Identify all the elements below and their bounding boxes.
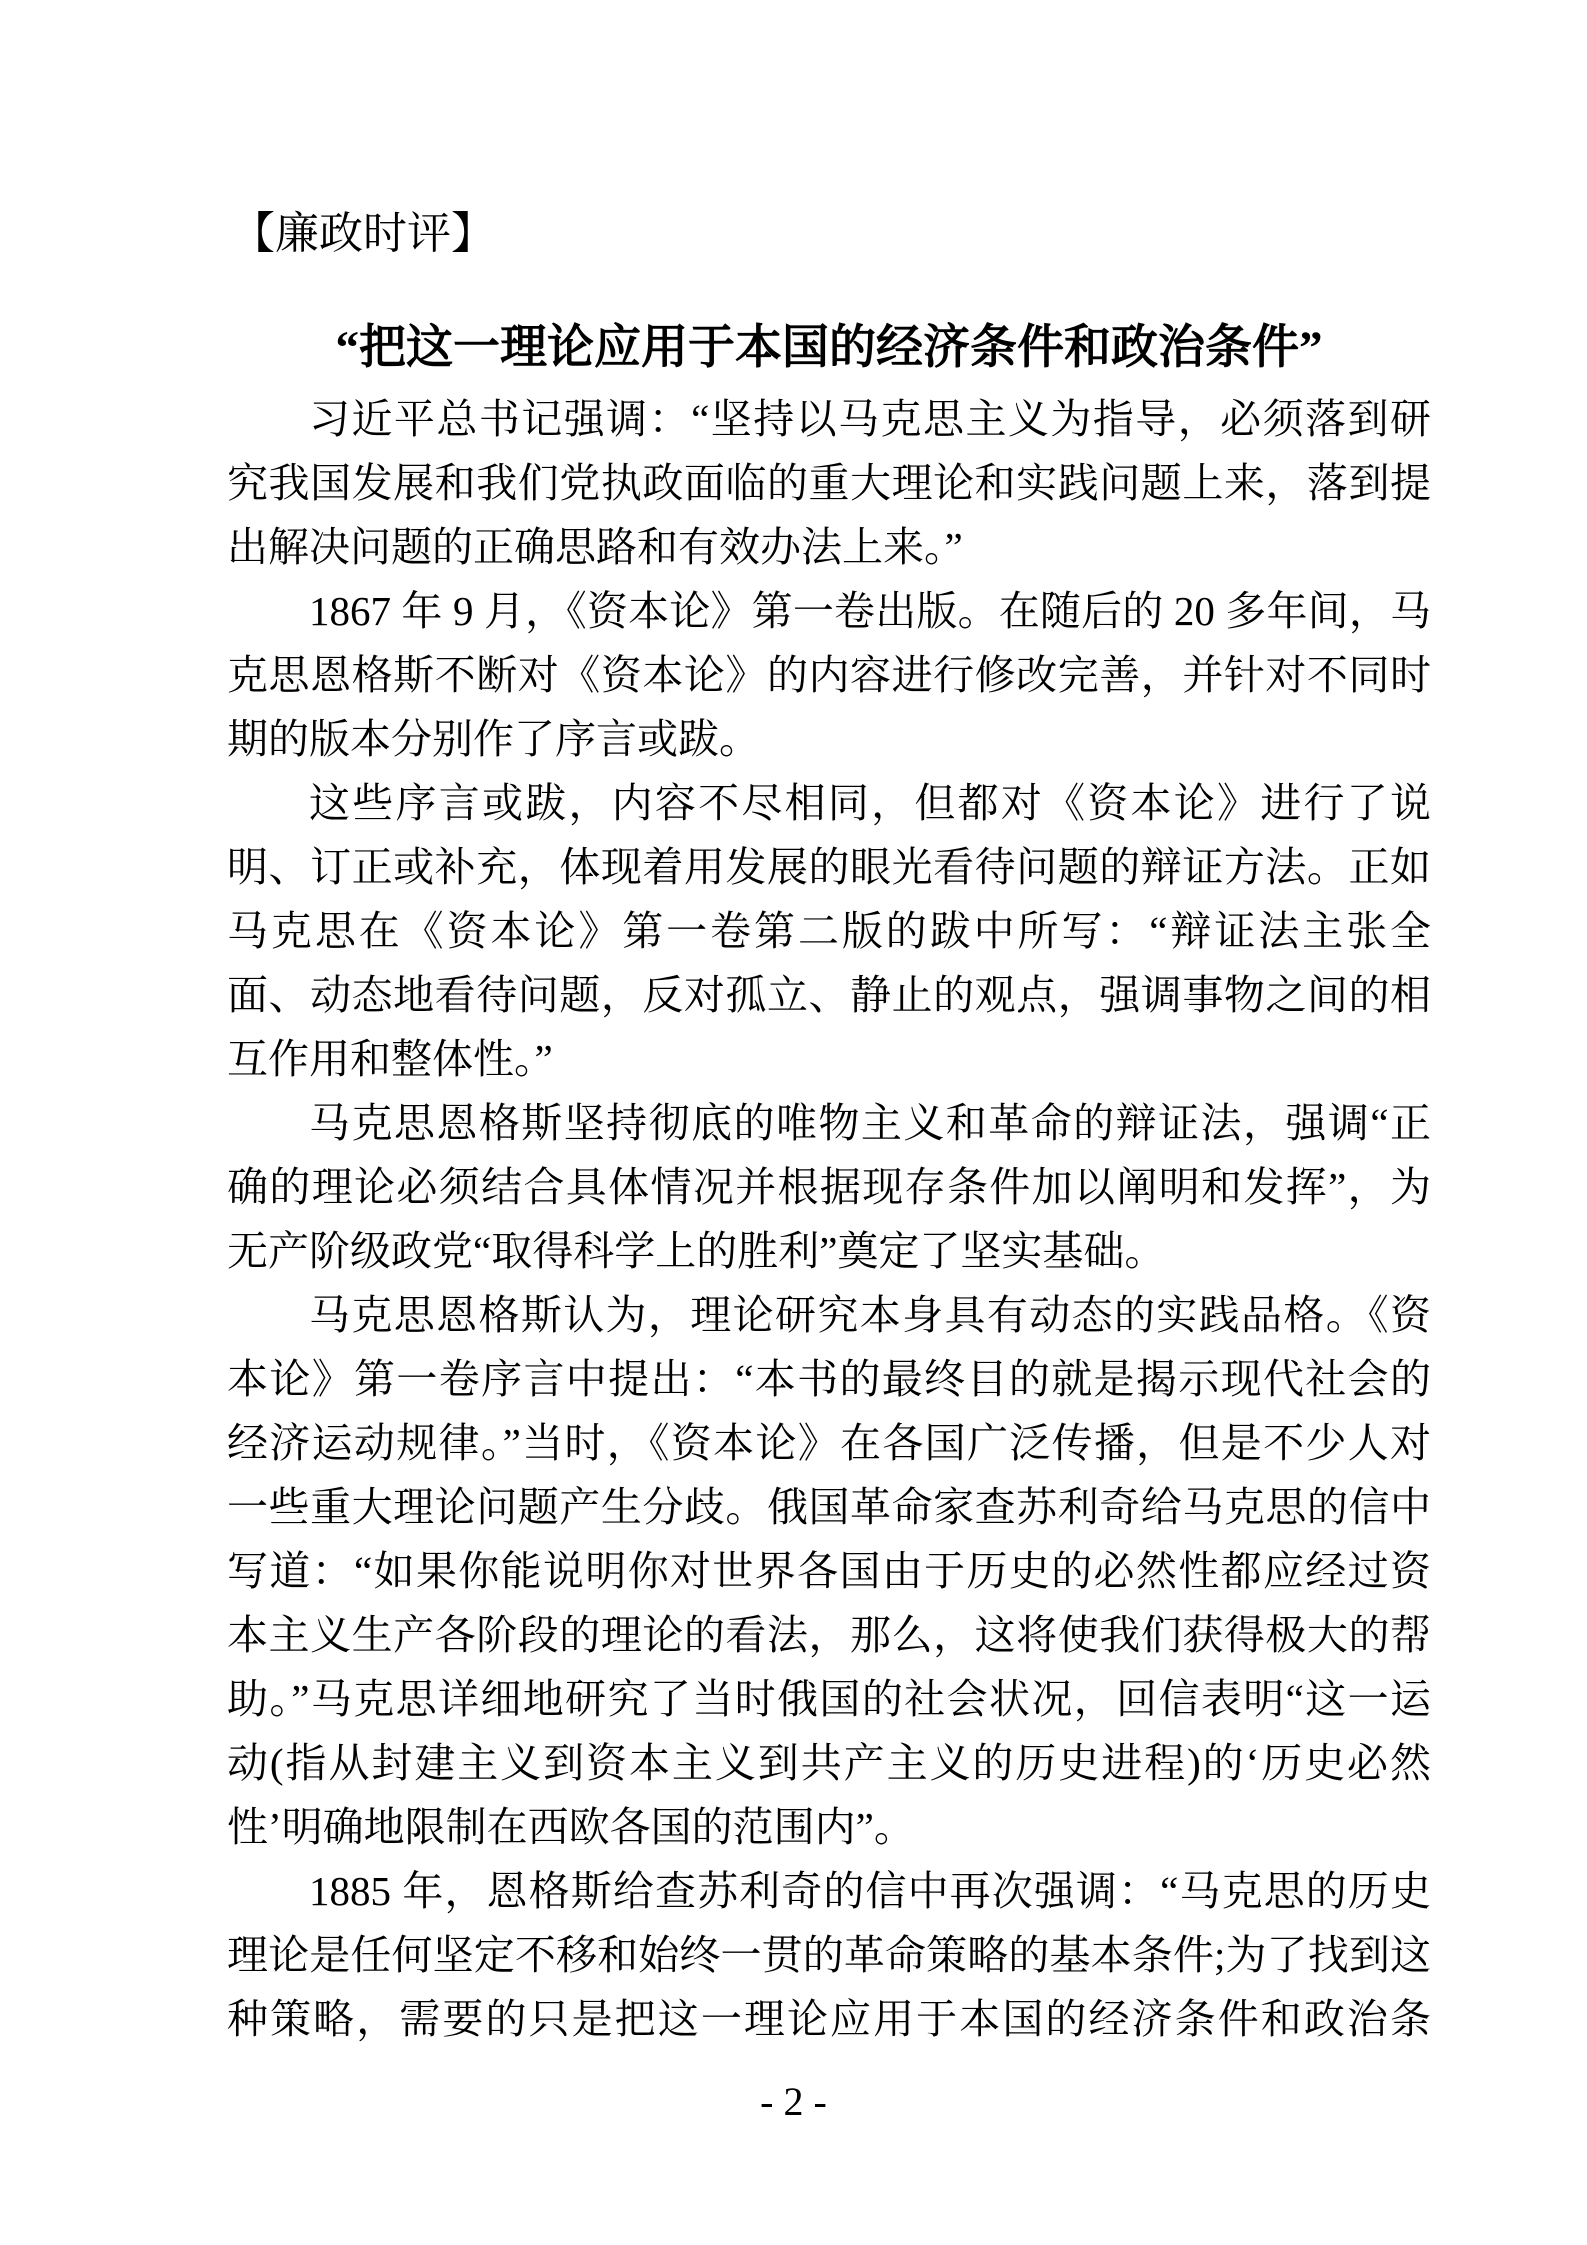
- article-title: “把这一理论应用于本国的经济条件和政治条件”: [335, 322, 1323, 374]
- section-tag: 【廉政时评】: [231, 209, 495, 258]
- paragraph-2: 1867 年 9 月，《资本论》第一卷出版。在随后的 20 多年间，马克思恩格斯不断对《资本论》的内容进行修改完善，并针对不同时期的版本分别作了序言或跋。: [227, 588, 1431, 762]
- paragraph-4: 马克思恩格斯坚持彻底的唯物主义和革命的辩证法，强调“正确的理论必须结合具体情况并根据现存条件加以阐明和发挥”，为无产阶级政党“取得科学上的胜利”奠定了坚实基础。: [227, 1100, 1431, 1274]
- paragraph-6: 1885 年，恩格斯给查苏利奇的信中再次强调：“马克思的历史理论是任何坚定不移和始终一贯的革命策略的基本条件;为了找到这种策略，需要的只是把这一理论应用于本国的经济条件和政治条: [227, 1868, 1431, 2042]
- page-number: - 2 -: [760, 2079, 827, 2124]
- paragraph-5: 马克思恩格斯认为，理论研究本身具有动态的实践品格。《资本论》第一卷序言中提出：“本书的最终目的就是揭示现代社会的经济运动规律。”当时，《资本论》在各国广泛传播，但是不少人对一些重大理论问题产生分歧。俄国革命家查苏利奇给马克思的信中写道：“如果你能说明你对世界各国由于历史的必然性都应经过资本主义生产各阶段的理论的看法，那么，这将使我们获得极大的帮助。”马克思详细地研究了当时俄国的社会状况，回信表明“这一运动(指从封建主义到资本主义到共产主义的历史进程)的‘历史必然性’明确地限制在西欧各国的范围内”。: [227, 1292, 1431, 1850]
- paragraph-3: 这些序言或跋，内容不尽相同，但都对《资本论》进行了说明、订正或补充，体现着用发展的眼光看待问题的辩证方法。正如马克思在《资本论》第一卷第二版的跋中所写：“辩证法主张全面、动态地看待问题，反对孤立、静止的观点，强调事物之间的相互作用和整体性。”: [227, 780, 1431, 1082]
- paragraph-1: 习近平总书记强调：“坚持以马克思主义为指导，必须落到研究我国发展和我们党执政面临的重大理论和实践问题上来，落到提出解决问题的正确思路和有效办法上来。”: [227, 396, 1431, 570]
- article-body: [227, 387, 1431, 2051]
